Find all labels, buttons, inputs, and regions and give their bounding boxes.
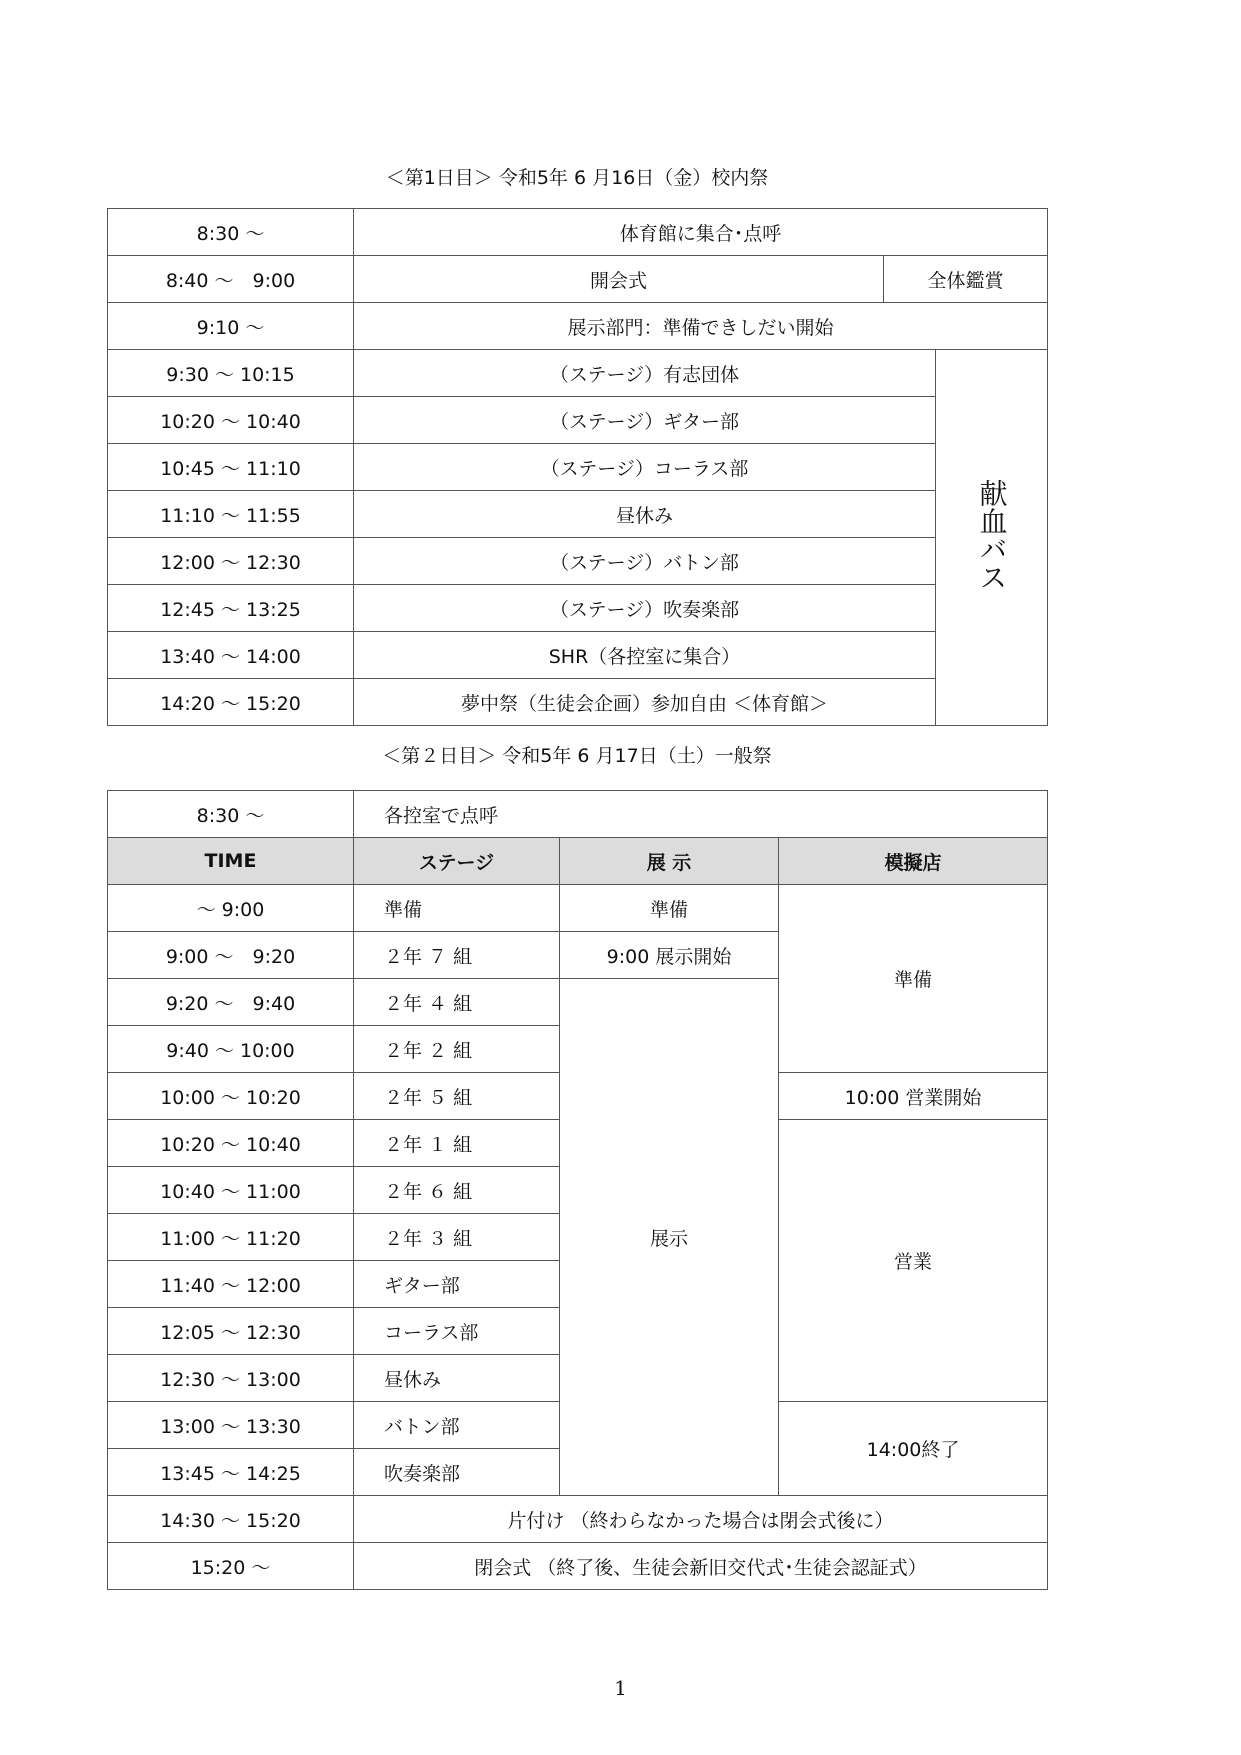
time-cell: 10:45 ～ 11:10 [108,444,354,491]
exhibit-start-cell: 9:00 展示開始 [560,932,779,979]
event-cell: SHR（各控室に集合） [354,632,936,679]
time-cell: 11:40 ～ 12:00 [108,1261,354,1308]
event-cell: （ステージ）コーラス部 [354,444,936,491]
time-cell: 12:30 ～ 13:00 [108,1355,354,1402]
stage-cell: ２年 ７ 組 [354,932,560,979]
time-cell: 13:40 ～ 14:00 [108,632,354,679]
time-cell: 14:20 ～ 15:20 [108,679,354,726]
event-cell: 閉会式 （終了後、生徒会新旧交代式･生徒会認証式） [354,1543,1048,1590]
stage-cell: ２年 ４ 組 [354,979,560,1026]
event-cell: 体育館に集合･点呼 [354,209,1048,256]
table-row [108,303,1048,350]
time-cell: 8:30 ～ [108,209,354,256]
table-row [108,885,1048,932]
table-row [108,491,1048,538]
event-cell: 開会式 [354,256,884,303]
stage-cell: コーラス部 [354,1308,560,1355]
table-row [108,350,1048,397]
header-time: TIME [108,838,354,885]
stage-cell: ２年 １ 組 [354,1120,560,1167]
table-row [108,679,1048,726]
blood-bus-label: 献血バス [975,479,1009,591]
stage-cell: ギター部 [354,1261,560,1308]
stage-cell: ２年 ２ 組 [354,1026,560,1073]
time-cell: 15:20 ～ [108,1543,354,1590]
event-cell: 昼休み [354,491,936,538]
exhibit-prep-cell: 準備 [560,885,779,932]
time-cell: 8:40 ～ 9:00 [108,256,354,303]
day1-title: ＜第1日目＞ 令和5年 6 月16日（金）校内祭 [385,167,769,189]
time-cell: 13:45 ～ 14:25 [108,1449,354,1496]
time-cell: 9:20 ～ 9:40 [108,979,354,1026]
table-row [108,632,1048,679]
day2-title: ＜第２日目＞ 令和5年 6 月17日（土）一般祭 [382,745,772,767]
event-cell: （ステージ）吹奏楽部 [354,585,936,632]
shop-main-cell: 営業 [779,1120,1048,1402]
time-cell: 12:45 ～ 13:25 [108,585,354,632]
table-row [108,538,1048,585]
table-row [108,1543,1048,1590]
time-cell: 11:00 ～ 11:20 [108,1214,354,1261]
exhibit-main-cell: 展示 [560,979,779,1496]
stage-cell: ２年 ３ 組 [354,1214,560,1261]
stage-cell: ２年 ５ 組 [354,1073,560,1120]
shop-start-cell: 10:00 営業開始 [779,1073,1048,1120]
time-cell: 10:00 ～ 10:20 [108,1073,354,1120]
table-row [108,209,1048,256]
day2-schedule-table [107,790,1048,1590]
header-shop: 模擬店 [779,838,1048,885]
stage-cell: 吹奏楽部 [354,1449,560,1496]
time-cell: 8:30 ～ [108,791,354,838]
time-cell: 12:05 ～ 12:30 [108,1308,354,1355]
table-row [108,256,1048,303]
table-row [108,444,1048,491]
time-cell: 10:20 ～ 10:40 [108,1120,354,1167]
note-cell: 全体鑑賞 [884,256,1048,303]
event-cell: （ステージ）ギター部 [354,397,936,444]
table-row [108,791,1048,838]
event-cell: 夢中祭（生徒会企画）参加自由 ＜体育館＞ [354,679,936,726]
shop-end-cell: 14:00終了 [779,1402,1048,1496]
day1-schedule-table [107,208,1048,726]
page-number: 1 [614,1676,627,1700]
table-row [108,397,1048,444]
event-cell: 展示部門：準備できしだい開始 [354,303,1048,350]
table-row [108,1496,1048,1543]
time-cell: 10:20 ～ 10:40 [108,397,354,444]
shop-prep-cell: 準備 [779,885,1048,1073]
event-cell: 片付け （終わらなかった場合は閉会式後に） [354,1496,1048,1543]
stage-cell: バトン部 [354,1402,560,1449]
event-cell: （ステージ）バトン部 [354,538,936,585]
event-cell: （ステージ）有志団体 [354,350,936,397]
time-cell: 12:00 ～ 12:30 [108,538,354,585]
stage-cell: 準備 [354,885,560,932]
header-stage: ステージ [354,838,560,885]
time-cell: 11:10 ～ 11:55 [108,491,354,538]
time-cell: 9:00 ～ 9:20 [108,932,354,979]
stage-cell: 昼休み [354,1355,560,1402]
event-cell: 各控室で点呼 [354,791,1048,838]
time-cell: 14:30 ～ 15:20 [108,1496,354,1543]
header-row [108,838,1048,885]
table-row [108,585,1048,632]
stage-cell: ２年 ６ 組 [354,1167,560,1214]
blood-bus-cell [936,350,1048,726]
header-exhibit: 展 示 [560,838,779,885]
time-cell: ～ 9:00 [108,885,354,932]
time-cell: 9:10 ～ [108,303,354,350]
time-cell: 13:00 ～ 13:30 [108,1402,354,1449]
time-cell: 9:30 ～ 10:15 [108,350,354,397]
time-cell: 9:40 ～ 10:00 [108,1026,354,1073]
time-cell: 10:40 ～ 11:00 [108,1167,354,1214]
